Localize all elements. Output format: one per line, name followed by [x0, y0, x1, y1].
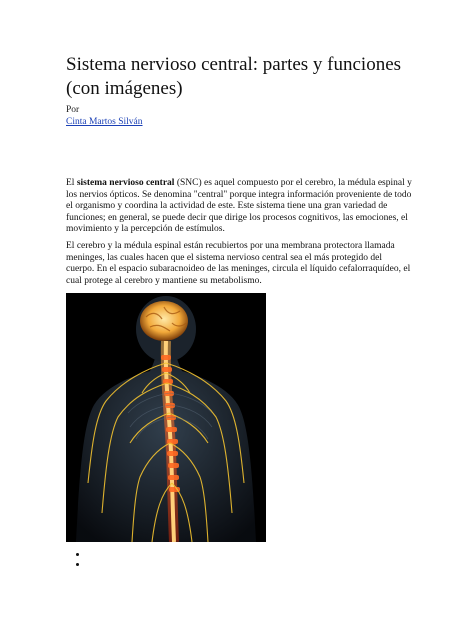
bullet-dot [76, 563, 79, 566]
paragraph-intro-rest: (SNC) es aquel compuesto por el cerebro, la médula espinal y los nervios ópticos. Se denomina "central" porque integra información proveniente de todo el organismo y coordina la actividad de este. Este sistema tiene una gran variedad de funciones; en general, se puede decir que dirige los procesos cognitivos, las emociones, el movimiento y la percepción de estímulos. [66, 178, 412, 235]
bold-term-snc: sistema nervioso central [76, 178, 175, 188]
bullet-dot [76, 553, 79, 556]
list-item [74, 560, 84, 570]
nervous-system-illustration-icon [66, 293, 266, 542]
bullet-list [74, 550, 84, 570]
paragraph-meninges: El cerebro y la médula espinal están recubiertos por una membrana protectora llamada meninges, las cuales hacen que el sistema nervioso central sea el más protegido del cuerpo. En el espacio subaracnoideo de las meninges, circula el líquido cefalorraquídeo, el cual protege al cerebro y mantiene su metabolismo. [66, 241, 411, 286]
nervous-system-figure [66, 293, 266, 542]
paragraph-intro-prefix: El [66, 178, 77, 188]
list-item [74, 550, 84, 560]
author-link[interactable]: Cinta Martos Silván [66, 117, 143, 127]
paragraph-intro [66, 178, 412, 236]
byline [66, 104, 143, 128]
by-label: Por [66, 105, 80, 115]
article-title: Sistema nervioso central: partes y funciones (con imágenes) [66, 54, 402, 99]
